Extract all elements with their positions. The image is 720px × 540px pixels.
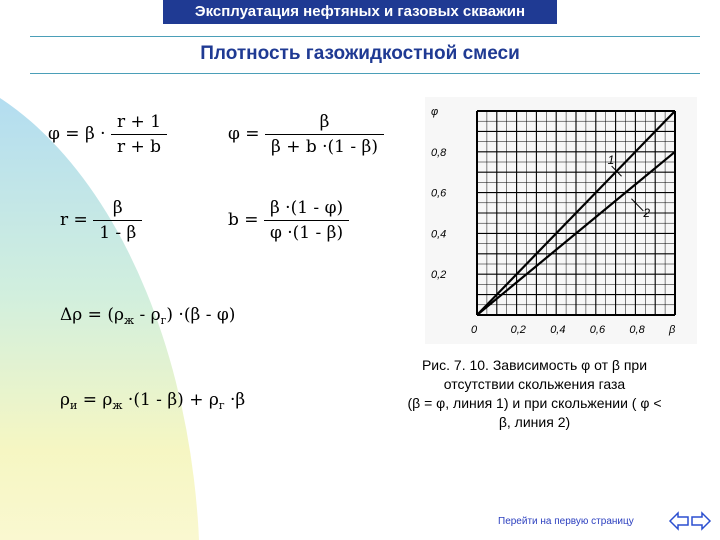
x-tick-label: 0,2 [510, 324, 526, 336]
x-tick-label: 0,8 [629, 324, 645, 336]
formula-part: ) ·(β - φ) [166, 305, 236, 325]
formula-part: ·β [224, 390, 246, 410]
caption-line: отсутствии скольжения газа [443, 376, 626, 392]
header-rule-top [30, 36, 700, 37]
series-label-1: 1 [607, 153, 615, 168]
formula-fraction [93, 198, 142, 243]
phi-beta-chart [425, 97, 697, 344]
header-rule-bottom [30, 73, 700, 74]
formula-part: = ρ [77, 390, 113, 410]
formula-delta-rho [60, 305, 235, 327]
formula-denominator: r + b [117, 137, 162, 157]
formula-denominator: 1 - β [99, 223, 137, 243]
formula-subscript: ж [123, 314, 135, 327]
formula-lhs: φ = β · [48, 124, 106, 144]
formula-denominator: φ ·(1 - β) [269, 223, 344, 243]
y-tick-label: 0,8 [431, 146, 447, 159]
next-arrow-icon[interactable] [692, 513, 710, 529]
formula-subscript: г [160, 314, 167, 327]
formula-part: ·(1 - β) + ρ [122, 390, 219, 410]
figure-caption [382, 356, 687, 432]
formula-phi-via-r [48, 112, 167, 157]
formula-part: - ρ [134, 305, 161, 325]
prev-arrow-icon[interactable] [670, 513, 688, 529]
formula-subscript: ж [112, 399, 123, 412]
series-label-2: 2 [643, 206, 651, 221]
y-tick-label: 0,4 [431, 228, 447, 241]
y-tick-label: 0,6 [431, 187, 447, 200]
y-tick-label: φ [431, 106, 439, 118]
formula-lhs: φ = [228, 124, 260, 144]
chart-background [425, 97, 697, 344]
x-tick-label: β [669, 324, 676, 336]
top-banner: Эксплуатация нефтяных и газовых скважин [163, 0, 557, 24]
formula-part: ρ [60, 390, 70, 410]
caption-line: (β = φ, линия 1) и при скольжении ( φ < [407, 395, 662, 411]
formula-denominator: β + b ·(1 - β) [270, 137, 378, 157]
formula-subscript: г [218, 399, 225, 412]
formula-rho-mix [60, 390, 245, 412]
formula-numerator: β [265, 112, 384, 135]
formula-r [60, 198, 142, 243]
y-tick-label: 0,2 [431, 269, 447, 282]
page-title: Плотность газожидкостной смеси [200, 43, 520, 64]
caption-line: Рис. 7. 10. Зависимость φ от β при [421, 357, 648, 373]
x-tick-label: 0,6 [589, 324, 606, 336]
formula-phi-via-b [228, 112, 384, 157]
first-page-link[interactable]: Перейти на первую страницу [498, 516, 634, 527]
x-tick-label: 0 [471, 324, 478, 336]
formula-lhs: r = [60, 210, 88, 230]
formula-numerator: β ·(1 - φ) [264, 198, 349, 221]
formula-lhs: b = [228, 210, 259, 230]
formula-numerator: β [93, 198, 142, 221]
caption-line: β, линия 2) [498, 414, 571, 430]
x-tick-label: 0,4 [550, 324, 566, 336]
formula-fraction [264, 198, 349, 243]
formula-subscript: и [70, 399, 78, 412]
formula-numerator: r + 1 [111, 112, 167, 135]
formula-b [228, 198, 349, 243]
nav-arrows [668, 510, 712, 532]
formula-part: Δρ = (ρ [60, 305, 124, 325]
formula-fraction [265, 112, 384, 157]
formula-fraction [111, 112, 167, 157]
